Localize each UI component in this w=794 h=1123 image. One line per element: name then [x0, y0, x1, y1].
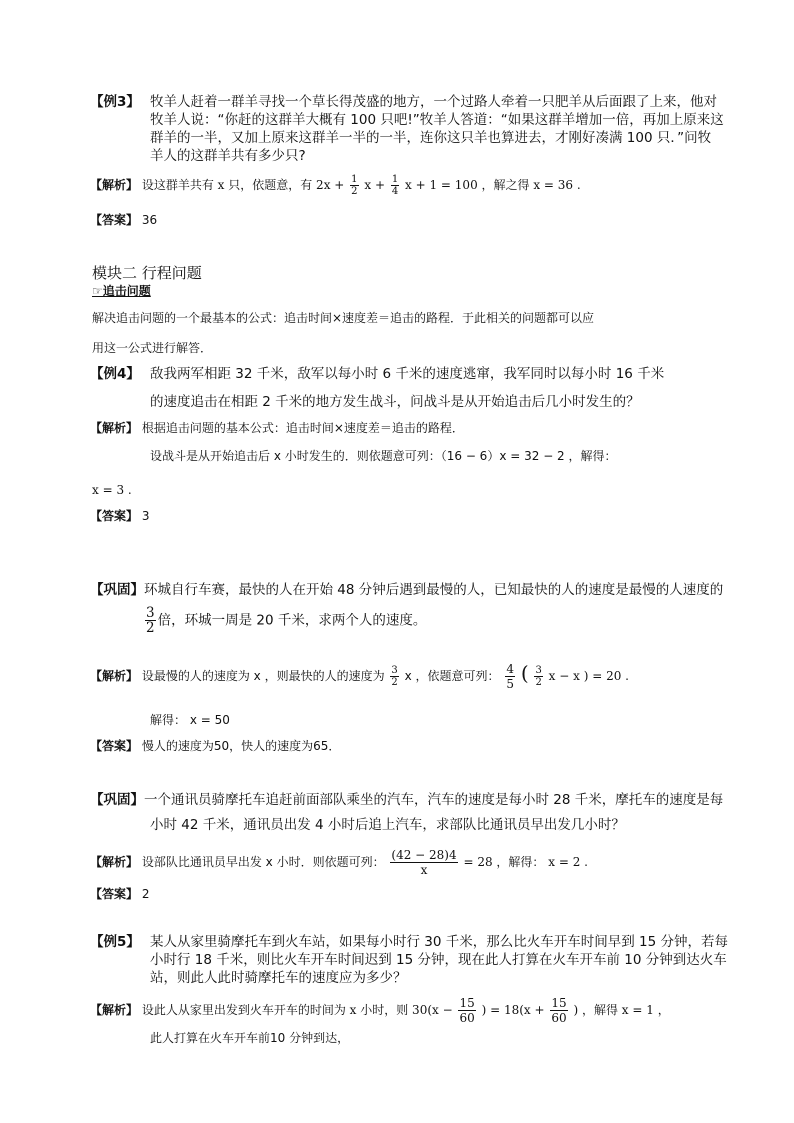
gu2-answer — [90, 884, 149, 904]
ex4-analysis-1 — [90, 418, 464, 438]
gu2-text-1: 一个通讯员骑摩托车追赶前面部队乘坐的汽车，汽车的速度是每小时 28 千米，摩托车的速度是每 — [144, 792, 724, 808]
ex3-line-2: 牧羊人说：“你赶的这群羊大概有 100 只吧!”牧羊人答道：“如果这群羊增加一倍，再加上原来这 — [150, 112, 724, 128]
ex5-line-3: 站，则此人此时骑摩托车的速度应为多少？ — [150, 970, 407, 986]
gu1-eq-tail: x − x ) = 20 . — [548, 669, 629, 683]
answer-value: 36 — [141, 213, 158, 227]
ex3-eq-mid2: x + 1 = 100 ，解之得 x = 36 . — [405, 178, 581, 192]
ex3-eq-pre: 设这群羊共有 x 只，依题意，有 2x + — [141, 178, 345, 192]
ex5-analysis-b: ) = 18(x + — [481, 1003, 545, 1017]
gu1-solve: 解得： x = 50 — [150, 713, 230, 727]
ex3-line-4: 羊人的这群羊共有多少只? — [150, 148, 306, 164]
gu1-analysis-a: 设最慢的人的速度为 x ，则最快的人的速度为 — [141, 669, 385, 683]
analysis-tag: 【解析】 — [90, 421, 139, 435]
ex4-tag: 【例4】 — [90, 366, 140, 382]
answer-tag: 【答案】 — [90, 887, 139, 901]
ex4-line-2: 的速度追击在相距 2 千米的地方发生战斗，问战斗是从开始追击后几小时发生的？ — [150, 394, 640, 410]
analysis-tag: 【解析】 — [90, 855, 139, 869]
ex3-eq-mid1: x + — [364, 178, 385, 192]
gu2-analysis-a: 设部队比通讯员早出发 x 小时．则依题可列： — [141, 855, 385, 869]
gu2-analysis — [90, 848, 588, 877]
fraction: $\frac{3}{2}$ — [535, 665, 542, 688]
fraction: $\frac{1}{2}$ — [351, 174, 358, 197]
ex5-analysis-2: 此人打算在火车开车前10 分钟到达， — [150, 1031, 350, 1045]
answer-value: 慢人的速度为50，快人的速度为65． — [141, 739, 341, 753]
gu2-line-1 — [90, 790, 723, 811]
ex3-analysis — [90, 174, 581, 197]
gu2-line-2: 小时 42 千米，通讯员出发 4 小时后追上汽车，求部队比通讯员早出发几小时？ — [150, 817, 625, 833]
gu2-analysis-b: = 28 ，解得： x = 2 . — [463, 855, 588, 869]
ex3-line-3: 群羊的一半，又加上原来这群羊一半的一半，连你这只羊也算进去，才刚好凑满 100 只．”问牧 — [150, 130, 712, 146]
answer-value: 3 — [141, 509, 150, 523]
gu2-tag: 【巩固】 — [90, 792, 144, 808]
module-intro-2: 用这一公式进行解答． — [92, 341, 213, 355]
answer-value: 2 — [141, 887, 150, 901]
gu1-analysis — [90, 662, 629, 691]
analysis-tag: 【解析】 — [90, 178, 139, 192]
module-intro-1: 解决追击问题的一个最基本的公式：追击时间×速度差＝追击的路程．于此相关的问题都可以应 — [92, 311, 595, 325]
ex4-line-1: 敌我两军相距 32 千米，敌军以每小时 6 千米的速度逃窜，我军同时以每小时 16 千米 — [150, 366, 665, 382]
analysis-tag: 【解析】 — [90, 1003, 139, 1017]
ex5-analysis-a: 设此人从家里出发到火车开车的时间为 x 小时，则 30(x − — [141, 1003, 453, 1017]
fraction: $\frac{1}{4}$ — [391, 174, 399, 197]
gu1-answer — [90, 736, 340, 756]
ex5-tag: 【例5】 — [90, 934, 140, 950]
ex4-analysis-2: 设战斗是从开始追击后 x 小时发生的．则依题意可列：（16 − 6）x = 32 − 2 ，解得： — [150, 449, 617, 463]
ex3-answer — [90, 210, 157, 230]
fraction: $\frac{15}{60}$ — [459, 996, 475, 1025]
module-title: 模块二 行程问题 — [92, 264, 202, 282]
module-subtitle: ☞追击问题 — [92, 284, 151, 298]
fraction: $\frac{(42 - 28)4}{x}$ — [391, 848, 457, 877]
answer-tag: 【答案】 — [90, 739, 139, 753]
answer-tag: 【答案】 — [90, 509, 139, 523]
paren: ( — [520, 661, 529, 685]
ex5-analysis — [90, 996, 670, 1025]
gu1-line-1 — [90, 580, 723, 601]
ex3-tag: 【例3】 — [90, 94, 140, 110]
fraction: $\frac{15}{60}$ — [551, 996, 567, 1025]
analysis-tag: 【解析】 — [90, 669, 139, 683]
ex4-analysis-3: x = 3 . — [92, 483, 132, 497]
ex5-line-1: 某人从家里骑摩托车到火车站，如果每小时行 30 千米，那么比火车开车时间早到 15 分钟，若每 — [150, 934, 729, 950]
gu1-text-2: 倍，环城一周是 20 千米，求两个人的速度。 — [157, 612, 427, 629]
ex5-analysis-c: ) ，解得 x = 1 ， — [573, 1003, 670, 1017]
gu1-tag: 【巩固】 — [90, 582, 144, 598]
ex4-answer — [90, 506, 149, 526]
fraction: $\frac{3}{2}$ — [146, 605, 155, 636]
ex3-line-1: 牧羊人赶着一群羊寻找一个草长得茂盛的地方，一个过路人牵着一只肥羊从后面跟了上来，他对 — [150, 94, 717, 110]
ex4-analysis-text: 根据追击问题的基本公式：追击时间×速度差＝追击的路程． — [141, 421, 464, 435]
fraction: $\frac{4}{5}$ — [506, 662, 514, 691]
ex5-line-2: 小时行 18 千米，则比火车开车时间迟到 15 分钟，现在此人打算在火车开车前 10 分钟到达火车 — [150, 952, 727, 968]
answer-tag: 【答案】 — [90, 213, 139, 227]
gu1-analysis-b: x ，依题意可列： — [404, 669, 500, 683]
gu1-line-2 — [143, 606, 426, 635]
gu1-text-1: 环城自行车赛，最快的人在开始 48 分钟后遇到最慢的人，已知最快的人的速度是最慢的人速度的 — [144, 582, 724, 598]
fraction: $\frac{3}{2}$ — [391, 665, 398, 688]
